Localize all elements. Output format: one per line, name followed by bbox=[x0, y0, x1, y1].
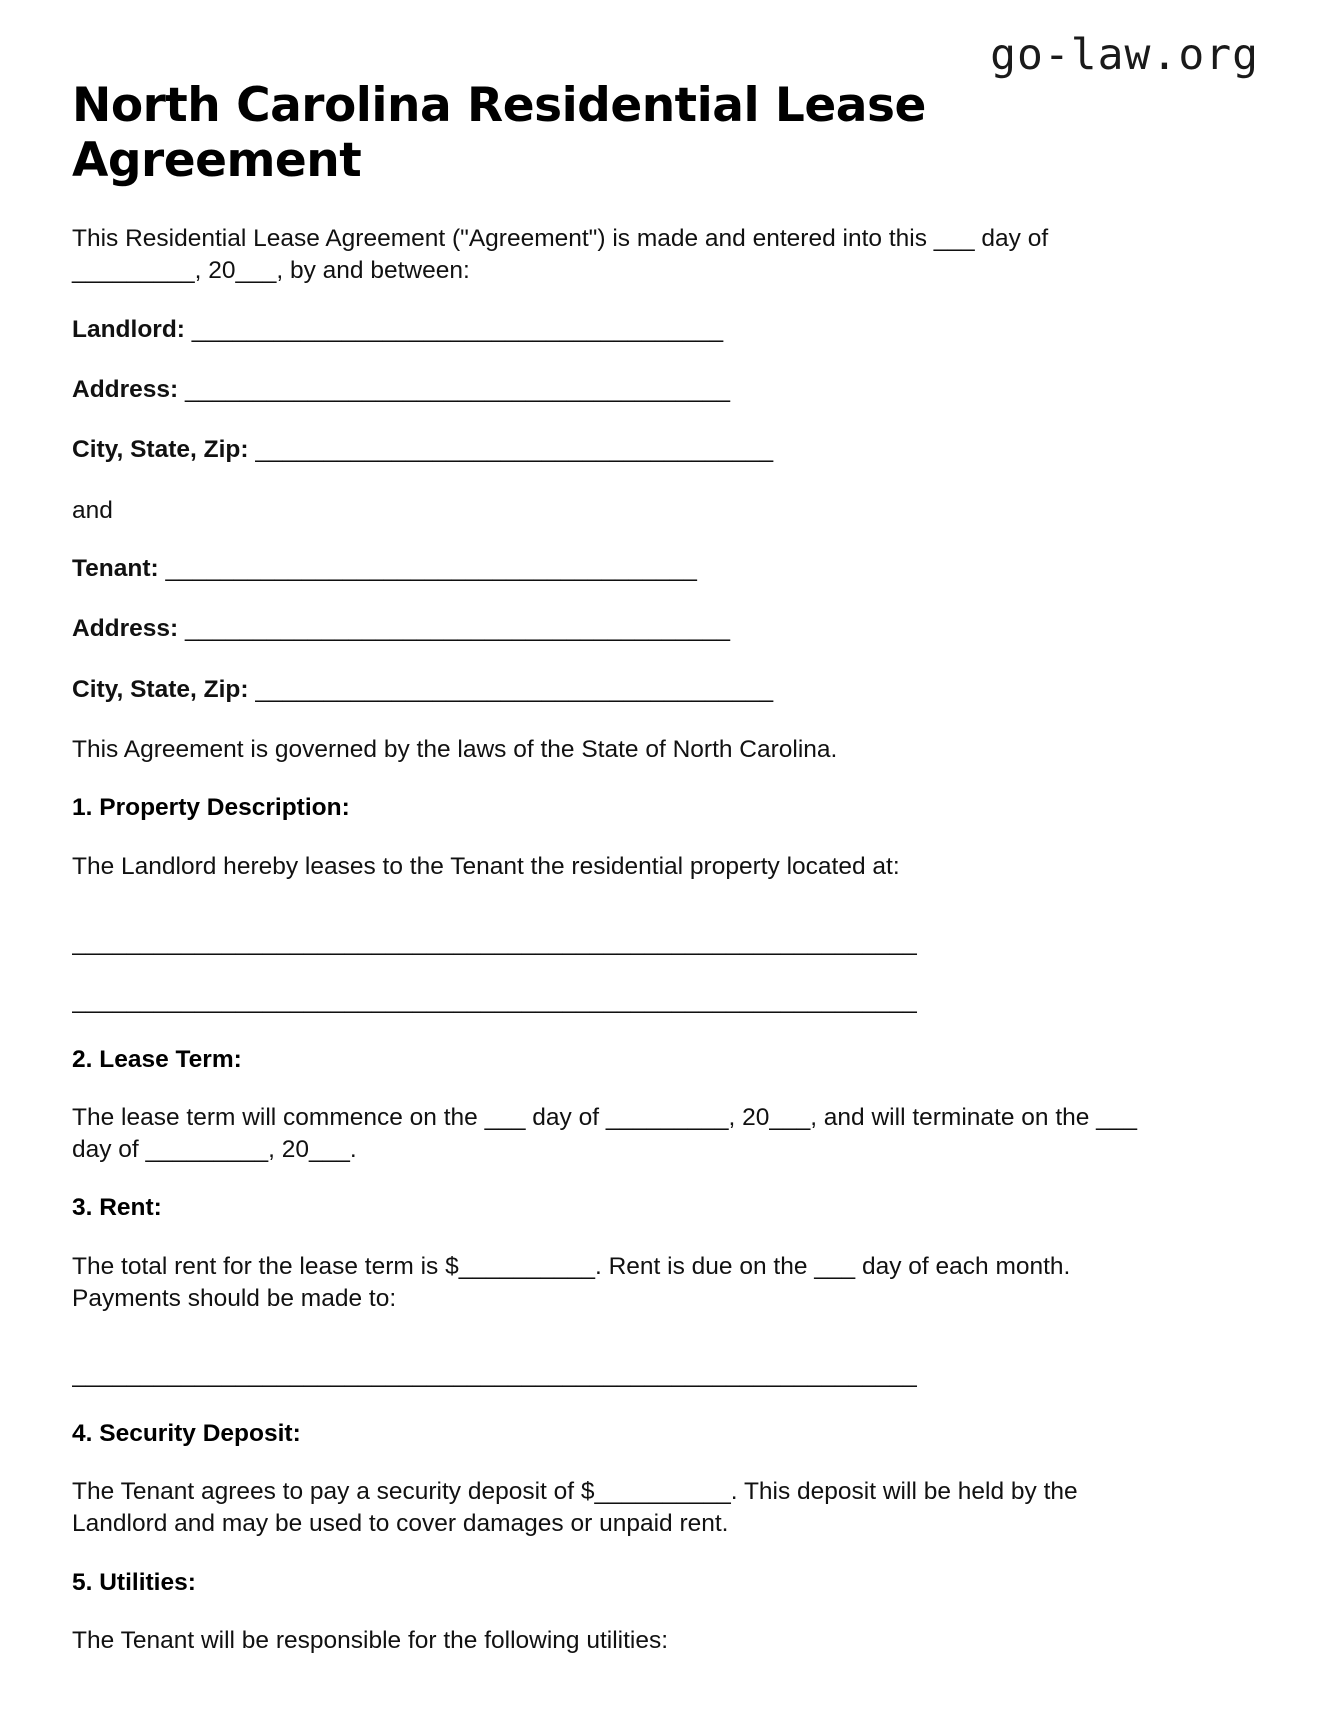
field-label: City, State, Zip: bbox=[72, 675, 249, 703]
fill-blank[interactable]: ______________________________________ bbox=[248, 675, 774, 703]
section-body-property-description: The Landlord hereby leases to the Tenant the residential property located at: bbox=[72, 852, 900, 880]
fill-blank[interactable]: ______________________________________ bbox=[248, 436, 774, 464]
section-body-security-deposit: The Tenant agrees to pay a security deposit of $__________. This deposit will be held by the Landlord and may be used to cover damages or unpaid rent. bbox=[72, 1478, 1078, 1538]
field-tenant-address bbox=[72, 613, 1259, 645]
governing-law-paragraph: This Agreement is governed by the laws of the State of North Carolina. bbox=[72, 735, 838, 763]
blank-line-property-1[interactable]: ______________________________________________________________ bbox=[72, 928, 917, 956]
field-label: Address: bbox=[72, 375, 179, 403]
fill-blank[interactable]: ________________________________________ bbox=[178, 615, 731, 643]
spacer bbox=[72, 909, 1259, 927]
field-label: Landlord: bbox=[72, 315, 185, 343]
field-landlord-name bbox=[72, 314, 1259, 346]
section-body-rent: The total rent for the lease term is $__________. Rent is due on the ___ day of each month. Payments should be made to: bbox=[72, 1252, 1071, 1313]
document-body bbox=[72, 189, 1259, 1658]
field-tenant-city-state-zip bbox=[72, 674, 1259, 706]
field-label: Tenant: bbox=[72, 554, 159, 582]
field-landlord-city-state-zip bbox=[72, 434, 1259, 466]
fill-blank[interactable]: _______________________________________ bbox=[184, 315, 724, 343]
section-heading-rent: 3. Rent: bbox=[72, 1194, 162, 1222]
section-heading-property-description: 1. Property Description: bbox=[72, 794, 350, 822]
blank-line-property-2[interactable]: ______________________________________________________________ bbox=[72, 987, 917, 1015]
field-label: City, State, Zip: bbox=[72, 436, 249, 464]
fill-blank[interactable]: ________________________________________ bbox=[178, 375, 731, 403]
page-title: North Carolina Residential Lease Agreement bbox=[72, 78, 926, 189]
field-tenant-name bbox=[72, 553, 1259, 585]
section-body-utilities: The Tenant will be responsible for the following utilities: bbox=[72, 1627, 669, 1655]
site-logo: go-law.org bbox=[990, 30, 1259, 80]
blank-line-rent-payee[interactable]: ______________________________________________________________ bbox=[72, 1361, 917, 1389]
section-heading-lease-term: 2. Lease Term: bbox=[72, 1045, 242, 1073]
field-label: Address: bbox=[72, 615, 179, 643]
field-landlord-address bbox=[72, 374, 1259, 406]
spacer bbox=[72, 1341, 1259, 1359]
conjunction-and: and bbox=[72, 496, 113, 524]
fill-blank[interactable]: _______________________________________ bbox=[158, 554, 697, 582]
section-heading-security-deposit: 4. Security Deposit: bbox=[72, 1419, 301, 1447]
section-body-lease-term: The lease term will commence on the ___ day of _________, 20___, and will terminate on the ___ day of _________, 20___. bbox=[72, 1103, 1138, 1164]
section-heading-utilities: 5. Utilities: bbox=[72, 1568, 196, 1596]
intro-paragraph: This Residential Lease Agreement ("Agreement") is made and entered into this ___ day of _________, 20___, by and between: bbox=[72, 224, 1049, 285]
